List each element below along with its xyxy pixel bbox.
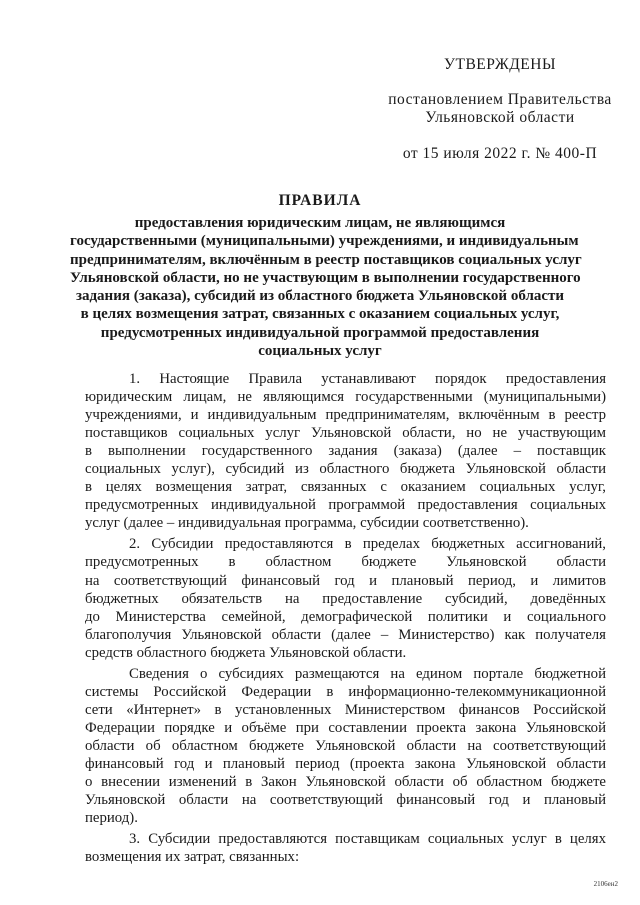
title-line: социальных услуг [258,343,382,360]
text-line: Федерации порядке и объёме при составлении проекта закона Ульяновской [85,719,606,736]
text-line: социальных услуг), субсидий из областного бюджета Ульяновской области [85,461,606,478]
region-line: Ульяновской области [425,109,575,126]
title-line: государственными (муниципальными) учреждениями, и индивидуальным [70,233,579,250]
text-line: 2. Субсидии предоставляются в пределах бюджетных ассигнований, [129,536,606,553]
text-line: предусмотренных в областном бюджете Ульяновской области [85,554,606,571]
footer-mark: 2106ен2 [593,880,618,888]
title-line: предпринимателям, включённым в реестр поставщиков социальных услуг [70,251,582,268]
title-line: задания (заказа), субсидий из областного бюджета Ульяновской области [75,288,565,305]
text-line: поставщиков социальных услуг Ульяновской области, но не участвующим [85,425,606,442]
resolution-line: постановлением Правительства [388,91,612,108]
title-line: Ульяновской области, но не участвующим в выполнении государственного [70,269,581,286]
approval-stamp [380,56,620,163]
paragraph-4 [85,830,606,866]
date-number-line: от 15 июля 2022 г. № 400-П [402,145,598,162]
text-line: в выполнении государственного задания (заказа) (далее – поставщик [85,443,606,460]
text-line: благополучия Ульяновской области (далее – Министерство) как получателя [85,626,606,643]
title-line: в целях возмещения затрат, связанных с оказанием социальных услуг, [80,306,560,323]
approved-heading: УТВЕРЖДЕНЫ [444,56,556,73]
paragraph-2 [85,535,606,661]
text-line: услуг (далее – индивидуальная программа, субсидии соответственно). [85,515,529,532]
text-line: в целях возмещения затрат, связанных с оказанием социальных услуг, [85,479,606,496]
text-line: о внесении изменений в Закон Ульяновской области об областном бюджете [85,774,606,791]
text-line: 3. Субсидии предоставляются поставщикам социальных услуг в целях [129,831,606,848]
text-line: финансовый год и плановый период (проекта закона Ульяновской области [85,755,606,772]
text-line: предусмотренных индивидуальной программой предоставления социальных [85,497,606,514]
text-line: средств областного бюджета Ульяновской области. [85,644,407,661]
text-line: области об областном бюджете Ульяновской области на соответствующий [85,737,606,754]
text-line: период). [85,810,138,827]
text-line: на соответствующий финансовый год и плановый период, и лимитов [85,572,606,589]
title-subtitle [70,214,582,360]
document-title [70,192,582,360]
text-line: до Министерства семейной, демографической политики и социального [85,608,606,625]
title-main: ПРАВИЛА [278,192,362,209]
text-line: Ульяновской области на соответствующий финансовый год и плановый [85,792,606,809]
text-line: юридическим лицам, не являющимся государственными (муниципальными) [85,389,606,406]
paragraph-1 [85,370,606,532]
text-line: системы Российской Федерации в информационно-телекоммуникационной [85,683,606,700]
text-line: бюджетных обязательств на предоставление субсидий, доведённых [85,590,606,607]
text-line: Сведения о субсидиях размещаются на едином портале бюджетной [129,665,606,682]
title-line: предоставления юридическим лицам, не являющимся [134,215,506,231]
text-line: возмещения их затрат, связанных: [85,849,300,866]
paragraph-3 [85,665,606,827]
text-line: 1. Настоящие Правила устанавливают порядок предоставления [129,371,606,387]
text-line: учреждениями, и индивидуальным предпринимателям, включённым в реестр [85,407,606,424]
title-line: предусмотренных индивидуальной программой предоставления [100,324,540,341]
document-body [85,370,606,866]
text-line: сети «Интернет» в установленных Министерством финансов Российской [85,701,606,718]
